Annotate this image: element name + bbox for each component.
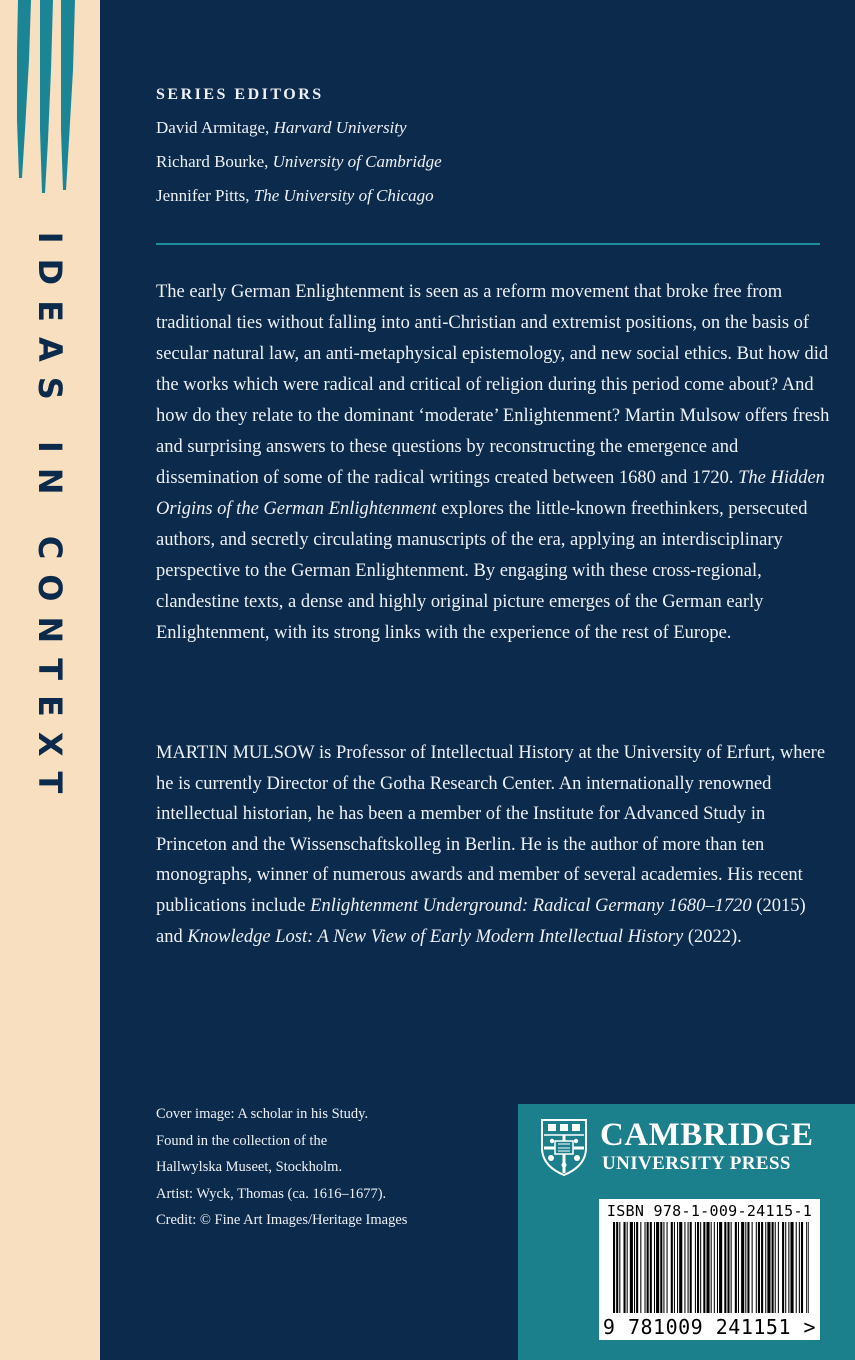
barcode-bar: [747, 1222, 749, 1313]
credit-line: Artist: Wyck, Thomas (ca. 1616–1677).: [156, 1185, 387, 1202]
barcode-bar: [630, 1222, 633, 1313]
series-spine: [0, 0, 100, 1360]
barcode-bar: [782, 1222, 784, 1313]
barcode-bar: [679, 1222, 682, 1313]
barcode-bar: [634, 1222, 635, 1313]
cambridge-crest-icon: [540, 1118, 588, 1176]
decorative-stripes-icon: [0, 0, 100, 200]
publication-title: Enlightenment Underground: Radical Germany 1680–1720: [310, 895, 752, 916]
barcode-bar: [738, 1222, 739, 1313]
barcode-bar: [775, 1222, 776, 1313]
author-bio: [156, 738, 836, 952]
barcode-bar: [714, 1222, 715, 1313]
barcode-bar: [761, 1222, 763, 1313]
barcode-bar: [799, 1222, 800, 1313]
editor-institution: University of Cambridge: [272, 152, 442, 171]
barcode-bar: [731, 1222, 732, 1313]
editor-name: Richard Bourke,: [156, 152, 273, 171]
credit-line: Credit: © Fine Art Images/Heritage Images: [156, 1212, 408, 1228]
barcode-bar: [636, 1222, 638, 1313]
barcode-bar: [788, 1222, 789, 1313]
barcode-bar: [671, 1222, 673, 1313]
barcode-bar: [778, 1222, 779, 1313]
series-editors-heading: SERIES EDITORS: [156, 86, 324, 103]
book-description: [156, 277, 836, 649]
publication-title: Knowledge Lost: A New View of Early Modern Intellectual History: [187, 926, 684, 947]
barcode-bar: [700, 1222, 701, 1313]
publisher-name: [600, 1118, 814, 1176]
cover-credits: [156, 1101, 407, 1234]
bio-text: is Professor of Intellectual History at the University of Erfurt, where he is currently Director of the Gotha Research Center. An internationally renowned intellectual historian, he has been a member of the Institute for Advanced Study in Princeton and the Wissenschaftskolleg in Berlin. He is the author of more than ten monographs, winner of numerous awards and member of several academies. His recent publications include: [156, 743, 826, 916]
barcode-bar: [627, 1222, 628, 1313]
editor-entry: [156, 185, 442, 219]
barcode-bar: [616, 1222, 618, 1313]
barcode-bar: [640, 1222, 641, 1313]
barcode-bar: [650, 1222, 652, 1313]
barcode-bar: [656, 1222, 659, 1313]
author-name: MARTIN MULSOW: [156, 743, 315, 763]
series-editors: [156, 86, 442, 219]
editor-institution: Harvard University: [273, 118, 407, 137]
barcode-bar: [790, 1222, 793, 1313]
book-title: The Hidden Origins of the German Enlightenment: [156, 468, 825, 519]
barcode-bar: [758, 1222, 760, 1313]
description-text: explores the little-known freethinkers, persecuted authors, and secretly circulating manuscripts of the era, applying an interdisciplinary perspective to the German Enlightenment. By engaging with these cross-regional, clandestine texts, a dense and highly original picture emerges of the German early Enlightenment, with its strong links with the experience of the rest of Europe.: [156, 499, 808, 643]
barcode-bar: [772, 1222, 774, 1313]
publisher-name-line1: CAMBRIDGE: [600, 1117, 814, 1153]
barcode-bar: [741, 1222, 744, 1313]
publisher-name-line2: UNIVERSITY PRESS: [602, 1153, 791, 1174]
barcode-bar: [613, 1222, 615, 1313]
divider: [156, 243, 820, 245]
barcode-bar: [745, 1222, 746, 1313]
barcode-bar: [660, 1222, 662, 1313]
credit-line: Cover image: A scholar in his Study.: [156, 1106, 369, 1122]
series-title-vertical: [0, 220, 100, 820]
barcode-bar: [674, 1222, 675, 1313]
publisher-panel: [518, 1104, 855, 1360]
bio-text: (2015) and: [156, 895, 806, 947]
editor-entry: [156, 151, 442, 185]
barcode-bar: [717, 1222, 718, 1313]
barcode-bar: [647, 1222, 649, 1313]
isbn-barcode: [599, 1199, 820, 1340]
series-title: IDEAS IN CONTEXT: [31, 231, 69, 809]
barcode-bar: [663, 1222, 664, 1313]
barcode-bar: [767, 1222, 770, 1313]
barcode-bar: [765, 1222, 766, 1313]
barcode-bar: [727, 1222, 729, 1313]
barcode-bar: [756, 1222, 757, 1313]
barcode-bar: [645, 1222, 646, 1313]
credit-line: Found in the collection of the: [156, 1132, 328, 1149]
barcode-bar: [619, 1222, 620, 1313]
description-text: The early German Enlightenment is seen as a reform movement that broke free from traditional ties without falling into anti-Christian and extremist positions, on the basis of secular natural law, an anti-metaphysical epistemology, and new social ethics. But how did the works which were radical and critical of religion during this period come about? And how do they relate to the dominant ‘moderate’ Enlightenment? Martin Mulsow offers fresh and surprising answers to these questions by reconstructing the emergence and dissemination of some of the radical writings created between 1680 and 1720.: [156, 282, 830, 488]
editor-entry: [156, 117, 442, 151]
editor-institution: The University of Chicago: [253, 186, 434, 205]
barcode-bar: [697, 1222, 699, 1313]
barcode-bar: [684, 1222, 685, 1313]
bio-text: (2022).: [683, 926, 742, 947]
barcode-bar: [677, 1222, 678, 1313]
barcode-bar: [806, 1222, 807, 1313]
barcode-icon: [613, 1222, 809, 1313]
barcode-bar: [752, 1222, 753, 1313]
barcode-bar: [808, 1222, 809, 1313]
ean-digits: 9 781009 241151 >: [602, 1315, 817, 1339]
editor-name: Jennifer Pitts,: [156, 186, 254, 205]
barcode-bar: [735, 1222, 737, 1313]
barcode-bar: [719, 1222, 722, 1313]
barcode-bar: [654, 1222, 655, 1313]
barcode-bar: [624, 1222, 626, 1313]
barcode-bar: [796, 1222, 797, 1313]
barcode-bar: [667, 1222, 668, 1313]
barcode-bar: [785, 1222, 786, 1313]
barcode-bar: [724, 1222, 726, 1313]
barcode-bar: [706, 1222, 709, 1313]
barcode-bar: [711, 1222, 712, 1313]
barcode-bar: [695, 1222, 696, 1313]
barcode-bar: [688, 1222, 689, 1313]
barcode-bar: [801, 1222, 803, 1313]
barcode-bar: [703, 1222, 705, 1313]
isbn-label: ISBN 978-1-009-24115-1: [606, 1202, 813, 1220]
back-cover-panel: [100, 0, 855, 1360]
credit-line: Hallwylska Museet, Stockholm.: [156, 1159, 343, 1175]
editor-name: David Armitage,: [156, 118, 274, 137]
barcode-bar: [690, 1222, 692, 1313]
